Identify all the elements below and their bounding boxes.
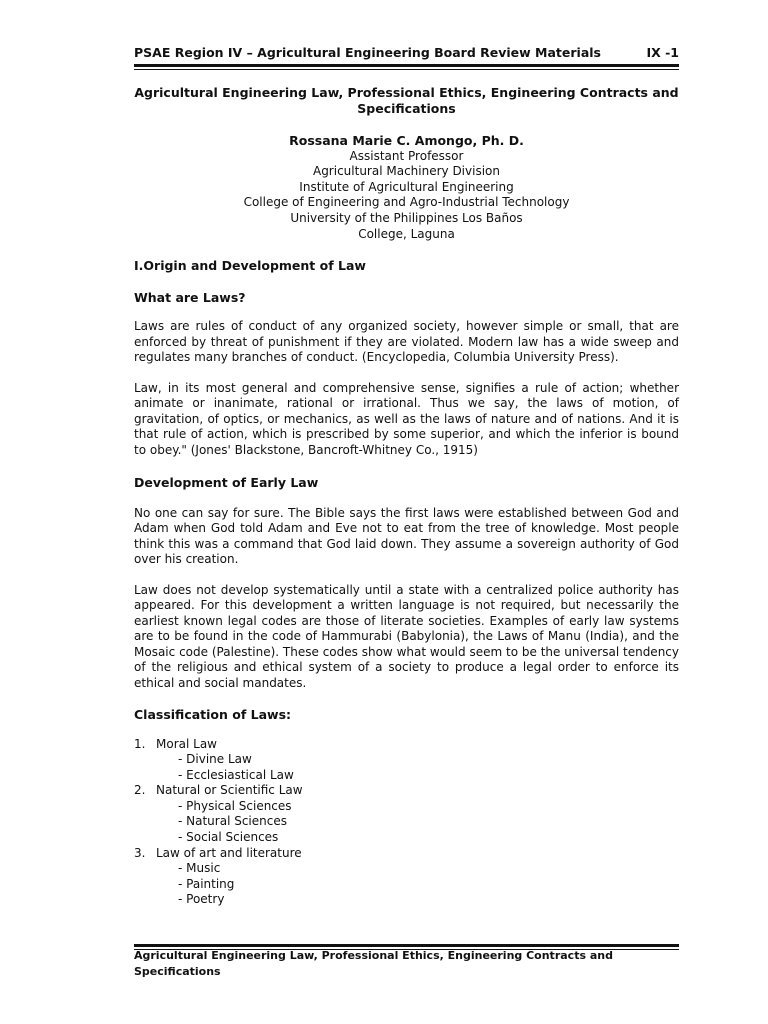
author-location: College, Laguna bbox=[358, 226, 455, 241]
list-label: Law of art and literature bbox=[156, 845, 302, 860]
sub-item: - Music bbox=[178, 861, 221, 876]
subsection-heading: Development of Early Law bbox=[134, 475, 319, 490]
running-header bbox=[134, 45, 679, 61]
list-number: 3. bbox=[134, 845, 146, 860]
author-block bbox=[134, 133, 679, 242]
subsection-heading: What are Laws? bbox=[134, 289, 246, 305]
sub-item: - Divine Law bbox=[178, 752, 252, 767]
author-university: University of the Philippines Los Baños bbox=[290, 210, 523, 225]
section-heading: I.Origin and Development of Law bbox=[134, 258, 366, 273]
subsection-heading: Classification of Laws: bbox=[134, 707, 292, 722]
author-name: Rossana Marie C. Amongo, Ph. D. bbox=[289, 133, 524, 148]
list-label: Moral Law bbox=[156, 736, 217, 751]
header-title: PSAE Region IV – Agricultural Engineering Board Review Materials bbox=[134, 45, 601, 60]
list-item bbox=[134, 737, 679, 753]
list-label: Natural or Scientific Law bbox=[156, 783, 303, 798]
paragraph: Laws are rules of conduct of any organized society, however simple or small, that are enforced by threat of punishment if they are violated. Modern law has a wide sweep and regulates many branches of conduct. (Encyclopedia, Columbia University Press). bbox=[134, 319, 679, 364]
author-institute: Institute of Agricultural Engineering bbox=[299, 179, 514, 194]
sub-item: - Social Sciences bbox=[178, 830, 279, 845]
body-content bbox=[134, 258, 679, 908]
footer-rule bbox=[134, 944, 679, 947]
sub-item: - Painting bbox=[178, 876, 235, 891]
author-college: College of Engineering and Agro-Industrial Technology bbox=[243, 195, 570, 210]
list-item bbox=[134, 846, 679, 862]
sub-item: - Natural Sciences bbox=[178, 814, 287, 829]
paragraph: Law, in its most general and comprehensive sense, signifies a rule of action; whether animate or inanimate, rational or irrational. Thus we say, the laws of motion, of gravitation, of optics, or mechanics, as well as the laws of nature and of nations. And it is that rule of action, which is prescribed by some superior, and which the inferior is bound to obey." (Jones' Blackstone, Bancroft-Whitney Co., 1915) bbox=[134, 380, 679, 457]
document-title: Agricultural Engineering Law, Professional Ethics, Engineering Contracts and Specifications bbox=[134, 85, 679, 116]
author-position: Assistant Professor bbox=[349, 148, 464, 163]
sub-item: - Poetry bbox=[178, 892, 225, 907]
paragraph: No one can say for sure. The Bible says the first laws were established between God and Adam when God told Adam and Eve not to eat from the tree of knowledge. Most people think this was a command that God laid down. They assume a sovereign authority of God over his creation. bbox=[134, 505, 679, 566]
running-footer: Agricultural Engineering Law, Professional Ethics, Engineering Contracts and Specifications bbox=[134, 949, 613, 978]
list-number: 2. bbox=[134, 783, 146, 798]
classification-list bbox=[134, 737, 679, 909]
sub-item: - Physical Sciences bbox=[178, 798, 292, 813]
list-item bbox=[134, 783, 679, 799]
paragraph: Law does not develop systematically until a state with a centralized police authority has appeared. For this development a written language is not required, but necessarily the earliest known legal codes are those of literate societies. Examples of early law systems are to be found in the code of Hammurabi (Babylonia), the Laws of Manu (India), and the Mosaic code (Palestine). These codes show what would seem to be the universal tendency of the religious and ethical system of a society to produce a legal order to enforce its ethical and social mandates. bbox=[134, 582, 679, 690]
list-number: 1. bbox=[134, 736, 146, 751]
sub-item: - Ecclesiastical Law bbox=[178, 767, 294, 782]
header-rule bbox=[134, 64, 679, 67]
header-rule-thin bbox=[134, 69, 679, 70]
author-division: Agricultural Machinery Division bbox=[312, 164, 500, 179]
page-number: IX -1 bbox=[646, 45, 679, 60]
